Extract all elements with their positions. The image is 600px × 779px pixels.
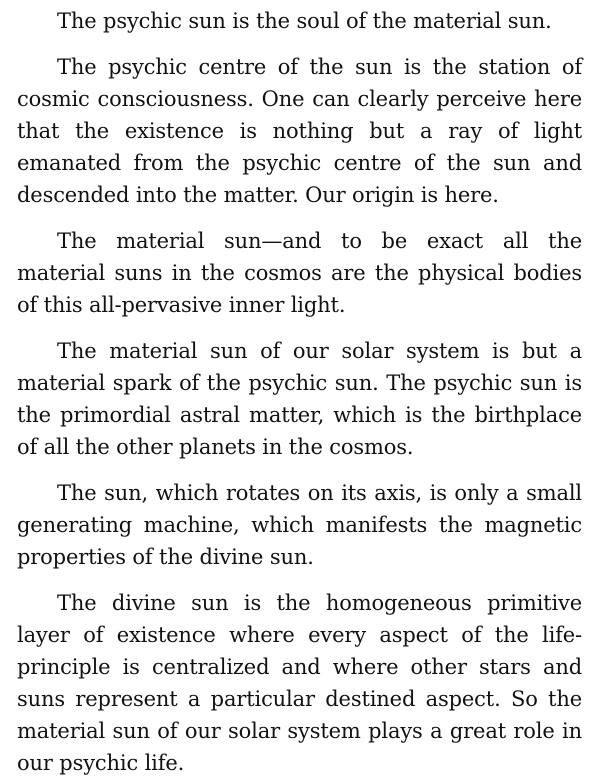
paragraph-solar-system-spark: The material sun of our solar system is but a material spark of the psychic sun. The psychic sun is the primordial astral matter, which is the birthplace of all the other planets in the cosmos. xyxy=(17,339,582,459)
paragraph-psychic-sun-soul: The psychic sun is the soul of the material sun. xyxy=(57,9,552,33)
paragraph-generating-machine: The sun, which rotates on its axis, is only a small generating machine, which manifests the magnetic properties of the divine sun. xyxy=(17,481,582,569)
paragraph-material-suns: The material sun—and to be exact all the material suns in the cosmos are the physical bodies of this all-pervasive inner light. xyxy=(17,229,582,317)
paragraph-psychic-centre: The psychic centre of the sun is the station of cosmic consciousness. One can clearly perceive here that the existence is nothing but a ray of light emanated from the psychic centre of the sun and descended into the matter. Our origin is here. xyxy=(17,55,582,207)
paragraph-divine-sun: The divine sun is the homogeneous primitive layer of existence where every aspect of the life-principle is centralized and where other stars and suns represent a particular destined aspect. So the material sun of our solar system plays a great role in our psychic life. xyxy=(17,591,582,775)
document-page xyxy=(17,5,582,779)
